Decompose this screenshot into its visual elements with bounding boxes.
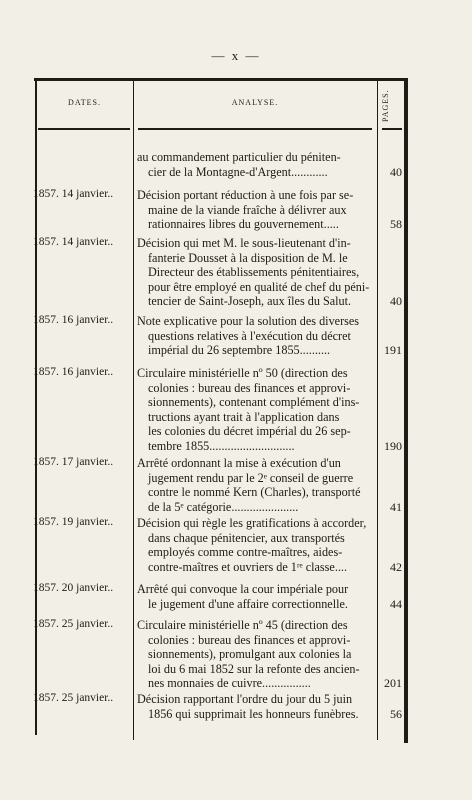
entry-analysis <box>137 456 373 514</box>
entry-analysis-line: tructions ayant trait à l'application dans <box>148 409 340 424</box>
entry-analysis-line: impérial du 26 septembre 1855.......... <box>148 343 331 358</box>
table-left-border <box>35 80 37 735</box>
entry-analysis-line: contre le nommé Kern (Charles), transporté <box>148 485 361 500</box>
entry-analysis-line: Décision qui règle les gratifications à accorder, <box>137 516 367 530</box>
entry-date: 1857. 20 janvier.. <box>33 582 114 594</box>
table-right-border <box>404 78 408 743</box>
column-header-pages: PAGES. <box>381 89 390 123</box>
entry-analysis-line: rationnaires libres du gouvernement..... <box>148 217 339 232</box>
entry-analysis-line: pour être employé en qualité de chef du péni- <box>148 279 370 294</box>
entry-date: 1857. 14 janvier.. <box>33 236 114 248</box>
entry-analysis-line: Circulaire ministérielle nº 50 (direction des <box>137 366 348 380</box>
header-rule-analyse <box>138 128 372 130</box>
page-number: — x — <box>211 48 261 63</box>
entry-analysis-line: Décision qui met M. le sous-lieutenant d'in- <box>137 236 351 250</box>
entry-page-number: 40 <box>390 294 402 309</box>
entry-analysis-line: questions relatives à l'exécution du décret <box>148 328 351 343</box>
column-divider-dates <box>133 80 134 740</box>
column-header-dates: DATES. <box>68 98 101 107</box>
entry-analysis-line: colonies : bureau des finances et approvi- <box>148 380 351 395</box>
entry-analysis-line: Note explicative pour la solution des diverses <box>137 314 360 328</box>
entry-analysis-line: Décision portant réduction à une fois par se- <box>137 188 354 202</box>
entry-analysis <box>137 618 373 691</box>
entry-analysis-line: sionnements), promulgant aux colonies la <box>148 647 352 662</box>
entry-analysis-line: jugement rendu par le 2ᵉ conseil de guerre <box>148 470 354 485</box>
entry-page-number: 44 <box>390 596 402 611</box>
entry-analysis-line: maine de la viande fraîche à délivrer aux <box>148 202 347 217</box>
entry-analysis-line: au commandement particulier du péniten- <box>137 150 341 164</box>
entry-analysis <box>137 314 373 358</box>
entry-analysis-line: de la 5ᵉ catégorie...................... <box>148 499 299 514</box>
entry-analysis-line: tencier de Saint-Joseph, aux îles du Salut. <box>148 294 352 309</box>
entry-analysis-line: cier de la Montagne-d'Argent............ <box>148 164 328 179</box>
entry-analysis <box>137 236 373 309</box>
entry-analysis <box>137 366 373 454</box>
entry-date: 1857. 19 janvier.. <box>33 516 114 528</box>
entry-page-number: 190 <box>384 439 402 453</box>
entry-analysis-line: colonies : bureau des finances et approvi- <box>148 632 351 647</box>
entry-analysis-line: contre-maîtres et ouvriers de 1ʳᵉ classe.... <box>148 559 348 574</box>
entry-date: 1857. 16 janvier.. <box>33 314 114 326</box>
entry-page-number: 191 <box>384 343 402 358</box>
entry-analysis-line: Arrêté ordonnant la mise à exécution d'un <box>137 456 341 470</box>
header-rule-pages <box>382 128 402 130</box>
entry-analysis-line: le jugement d'une affaire correctionnelle. <box>148 596 348 611</box>
entry-page-number: 201 <box>384 676 402 691</box>
entry-page-number: 42 <box>390 559 402 574</box>
entry-analysis-line: tembre 1855............................ <box>148 438 295 453</box>
column-header-analyse: ANALYSE. <box>231 98 279 107</box>
entry-page-number: 40 <box>390 164 402 179</box>
entry-analysis-line: les colonies du décret impérial du 26 sep- <box>148 424 351 439</box>
entry-analysis-line: dans chaque pénitencier, aux transportés <box>148 530 345 545</box>
entry-analysis-line: loi du 6 mai 1852 sur la refonte des ancien- <box>148 661 360 676</box>
entry-analysis-line: Décision rapportant l'ordre du jour du 5 juin <box>137 692 353 706</box>
entry-analysis-line: Arrêté qui convoque la cour impériale pour <box>137 582 349 596</box>
entry-date: 1857. 17 janvier.. <box>33 456 114 468</box>
entry-analysis <box>137 188 373 232</box>
entry-analysis-line: employés comme contre-maîtres, aides- <box>148 545 343 560</box>
entry-analysis-line: nes monnaies de cuivre................ <box>148 676 311 691</box>
header-rule-dates <box>38 128 130 130</box>
entry-analysis <box>137 516 373 574</box>
entry-page-number: 41 <box>390 499 402 514</box>
entry-analysis-line: fanterie Dousset à la disposition de M. le <box>148 250 348 265</box>
entry-date: 1857. 25 janvier.. <box>33 618 114 630</box>
entry-page-number: 56 <box>390 706 402 721</box>
entry-analysis <box>137 582 373 611</box>
entry-date: 1857. 25 janvier.. <box>33 692 114 704</box>
entry-analysis <box>137 150 373 179</box>
entry-analysis-line: Directeur des établissements pénitentiaires, <box>148 265 360 280</box>
entry-page-number: 58 <box>390 217 402 232</box>
entry-date: 1857. 14 janvier.. <box>33 188 114 200</box>
entry-analysis-line: Circulaire ministérielle nº 45 (direction des <box>137 618 348 632</box>
entry-analysis-line: sionnements), contenant complément d'ins- <box>148 395 360 410</box>
entry-date: 1857. 16 janvier.. <box>33 366 114 378</box>
entry-analysis-line: 1856 qui supprimait les honneurs funèbres. <box>148 706 359 721</box>
entry-analysis <box>137 692 373 721</box>
table-header <box>36 80 404 130</box>
